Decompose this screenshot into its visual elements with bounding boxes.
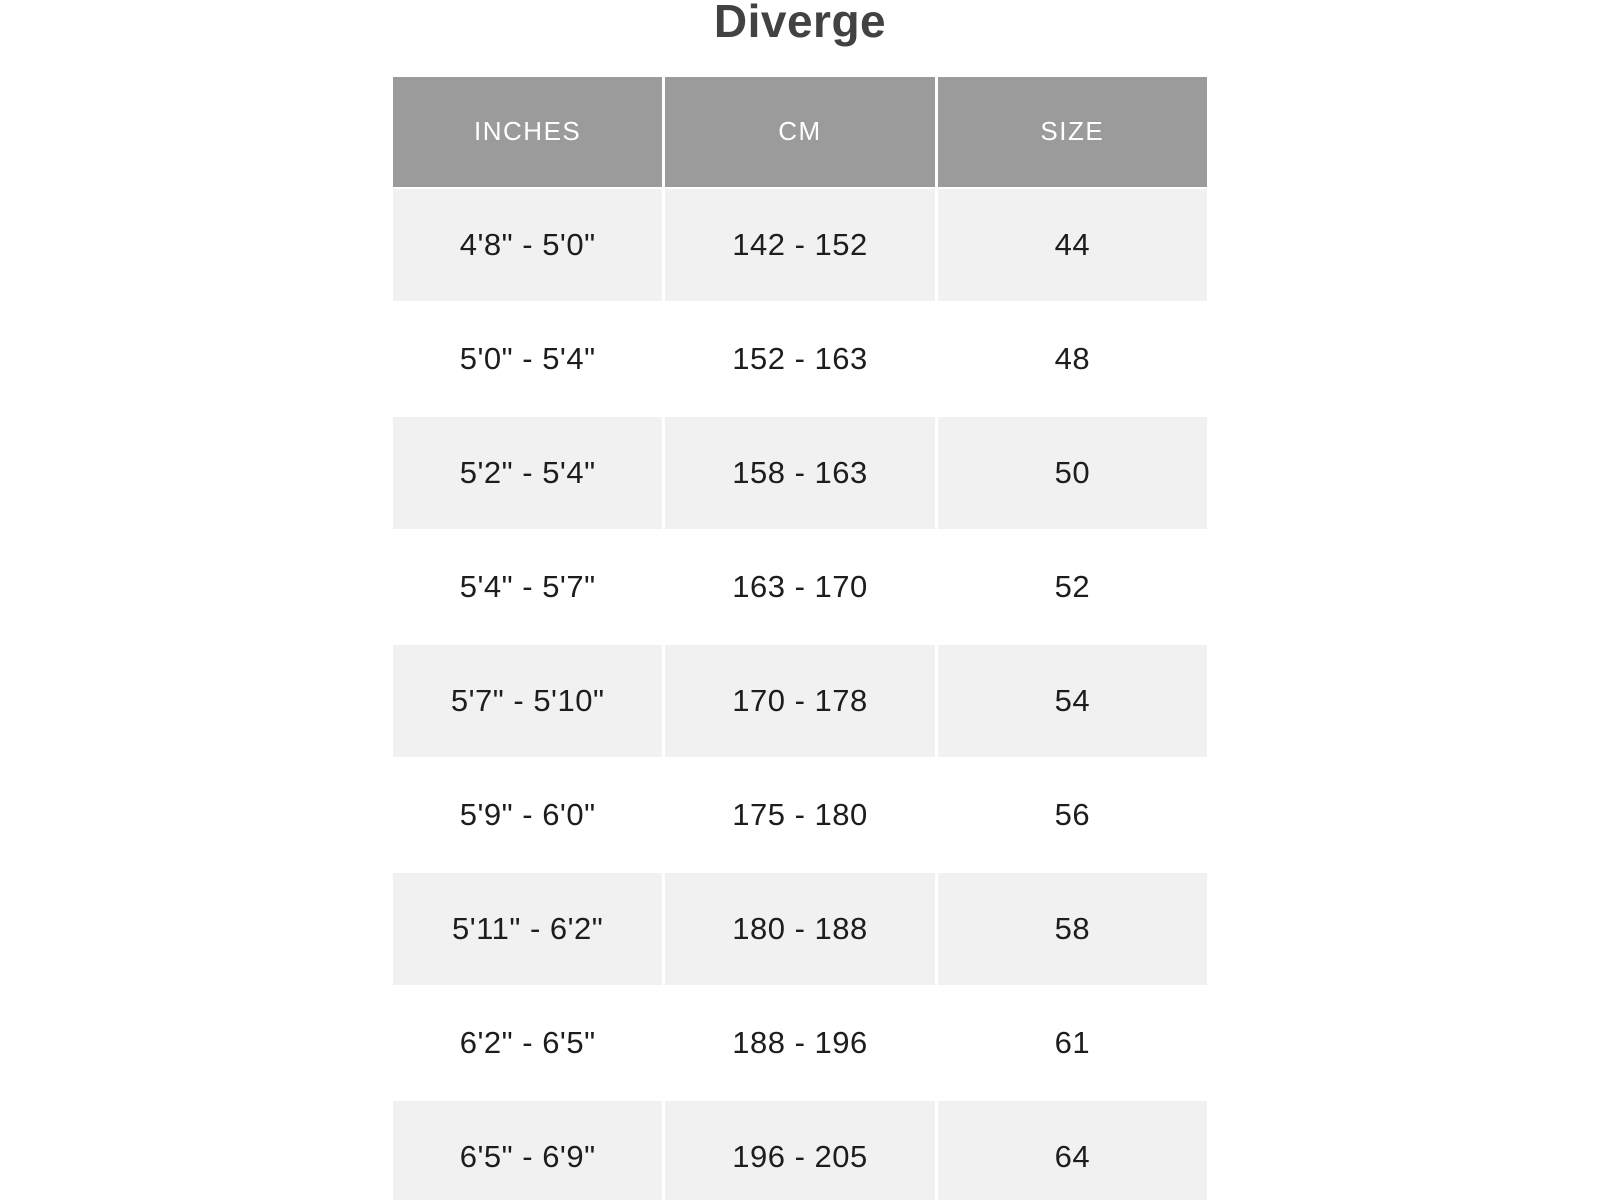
height-cm-cell: 152 - 163	[665, 303, 934, 415]
frame-size-cell: 56	[938, 759, 1207, 871]
frame-size-cell: 50	[938, 417, 1207, 529]
height-cm-cell: 180 - 188	[665, 873, 934, 985]
frame-size-cell: 52	[938, 531, 1207, 643]
height-cm-cell: 170 - 178	[665, 645, 934, 757]
table-row	[393, 417, 1207, 529]
page-title: Diverge	[713, 0, 887, 47]
size-table	[390, 75, 1210, 1200]
size-table-body	[393, 189, 1207, 1200]
frame-size-cell: 61	[938, 987, 1207, 1099]
table-row	[393, 531, 1207, 643]
height-cm-cell: 196 - 205	[665, 1101, 934, 1200]
height-cm-cell: 175 - 180	[665, 759, 934, 871]
height-inches-cell: 5'9" - 6'0"	[393, 759, 662, 871]
height-inches-cell: 4'8" - 5'0"	[393, 189, 662, 301]
height-inches-cell: 5'11" - 6'2"	[393, 873, 662, 985]
height-inches-cell: 5'0" - 5'4"	[393, 303, 662, 415]
header-row	[393, 77, 1207, 187]
table-row	[393, 873, 1207, 985]
table-row	[393, 987, 1207, 1099]
table-row	[393, 759, 1207, 871]
height-cm-cell: 142 - 152	[665, 189, 934, 301]
height-inches-cell: 5'4" - 5'7"	[393, 531, 662, 643]
column-header-inches: INCHES	[393, 77, 662, 187]
frame-size-cell: 44	[938, 189, 1207, 301]
frame-size-cell: 64	[938, 1101, 1207, 1200]
table-row	[393, 303, 1207, 415]
table-row	[393, 645, 1207, 757]
height-inches-cell: 5'2" - 5'4"	[393, 417, 662, 529]
frame-size-cell: 48	[938, 303, 1207, 415]
table-row	[393, 1101, 1207, 1200]
table-row	[393, 189, 1207, 301]
height-cm-cell: 188 - 196	[665, 987, 934, 1099]
column-header-size: SIZE	[938, 77, 1207, 187]
height-inches-cell: 5'7" - 5'10"	[393, 645, 662, 757]
height-cm-cell: 158 - 163	[665, 417, 934, 529]
size-table-header	[393, 77, 1207, 187]
frame-size-cell: 54	[938, 645, 1207, 757]
column-header-cm: CM	[665, 77, 934, 187]
height-inches-cell: 6'5" - 6'9"	[393, 1101, 662, 1200]
height-cm-cell: 163 - 170	[665, 531, 934, 643]
height-inches-cell: 6'2" - 6'5"	[393, 987, 662, 1099]
frame-size-cell: 58	[938, 873, 1207, 985]
